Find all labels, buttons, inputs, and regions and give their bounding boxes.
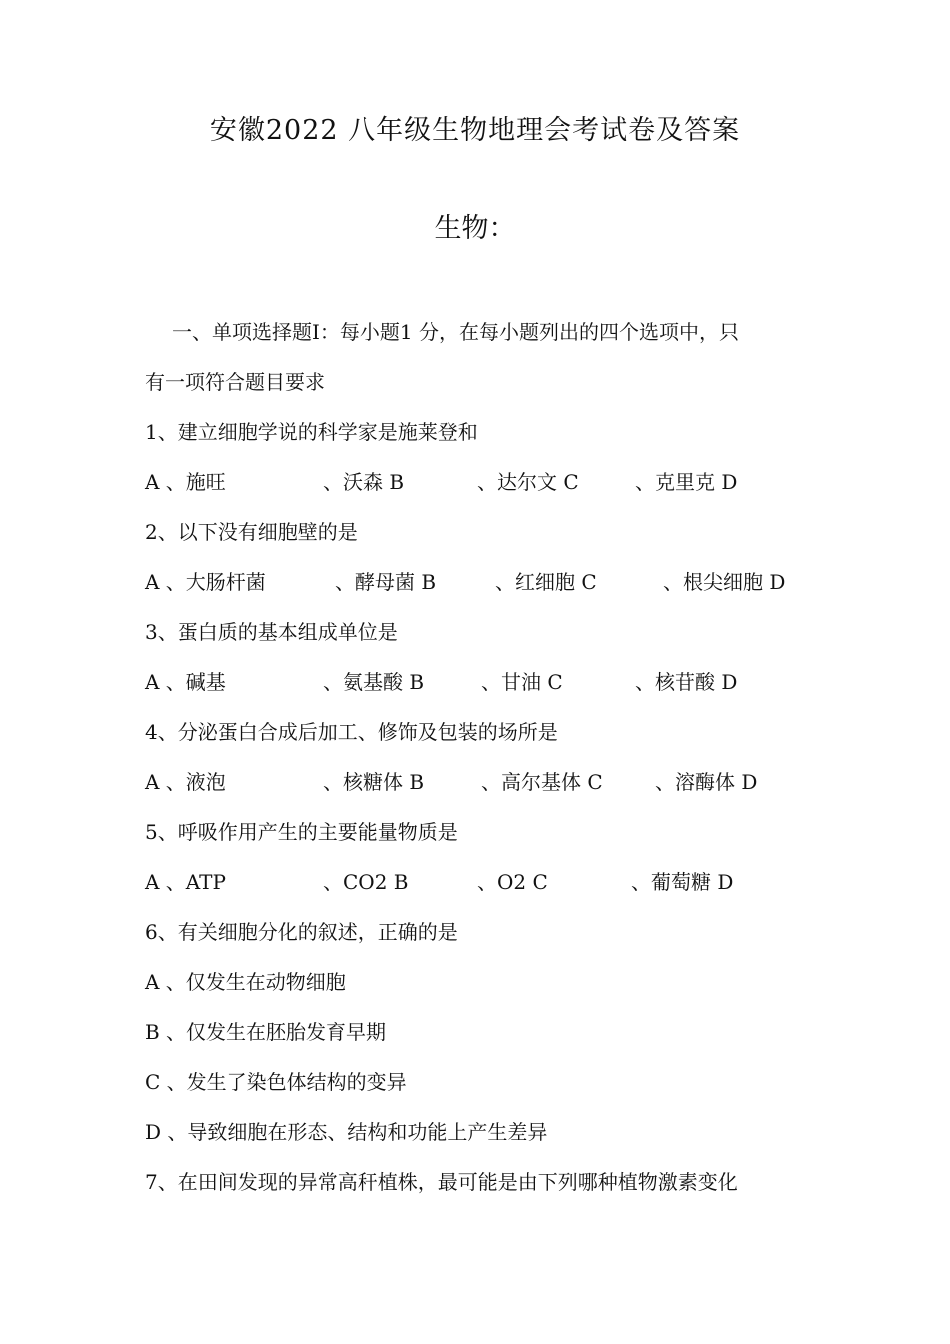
option-c: 、甘油 C <box>481 670 563 694</box>
option-a: A 、ATP <box>145 870 226 894</box>
option-d: 、葡萄糖 D <box>631 870 734 894</box>
question-4-options <box>145 768 845 796</box>
question-2-stem: 2、以下没有细胞壁的是 <box>145 520 358 544</box>
question-2-options <box>145 568 845 596</box>
option-c: 、高尔基体 C <box>481 770 603 794</box>
question-6-option-a: A 、仅发生在动物细胞 <box>145 970 346 994</box>
question-6-option-d: D 、导致细胞在形态、结构和功能上产生差异 <box>145 1120 548 1144</box>
question-6-option-b: B 、仅发生在胚胎发育早期 <box>145 1020 387 1044</box>
option-a: A 、液泡 <box>145 770 226 794</box>
option-d: 、克里克 D <box>635 470 738 494</box>
question-4-stem: 4、分泌蛋白合成后加工、修饰及包装的场所是 <box>145 720 558 744</box>
option-d: 、核苷酸 D <box>635 670 738 694</box>
option-c: 、达尔文 C <box>477 470 579 494</box>
question-7-stem: 7、在田间发现的异常高秆植株，最可能是由下列哪种植物激素变化 <box>145 1170 738 1194</box>
option-d: 、根尖细胞 D <box>663 570 786 594</box>
option-a: A 、碱基 <box>145 670 226 694</box>
option-c: 、红细胞 C <box>495 570 597 594</box>
document-title: 安徽2022 八年级生物地理会考试卷及答案 <box>209 115 741 146</box>
option-b: 、CO2 B <box>323 870 409 894</box>
option-c: 、O2 C <box>477 870 548 894</box>
option-b: 、酵母菌 B <box>335 570 437 594</box>
option-a: A 、大肠杆菌 <box>145 570 266 594</box>
question-6-stem: 6、有关细胞分化的叙述，正确的是 <box>145 920 458 944</box>
question-6-option-c: C 、发生了染色体结构的变异 <box>145 1070 407 1094</box>
question-1-options <box>145 468 845 496</box>
option-b: 、氨基酸 B <box>323 670 425 694</box>
question-3-stem: 3、蛋白质的基本组成单位是 <box>145 620 398 644</box>
section-intro-line-1: 一、单项选择题Ⅰ：每小题1 分，在每小题列出的四个选项中，只 <box>172 320 739 344</box>
section-intro-line-2: 有一项符合题目要求 <box>145 370 325 394</box>
section-subject-heading: 生物： <box>434 213 516 244</box>
question-1-stem: 1、建立细胞学说的科学家是施莱登和 <box>145 420 478 444</box>
question-3-options <box>145 668 845 696</box>
option-b: 、核糖体 B <box>323 770 425 794</box>
question-5-options <box>145 868 845 896</box>
option-a: A 、施旺 <box>145 470 226 494</box>
question-5-stem: 5、呼吸作用产生的主要能量物质是 <box>145 820 458 844</box>
option-b: 、沃森 B <box>323 470 405 494</box>
option-d: 、溶酶体 D <box>655 770 758 794</box>
